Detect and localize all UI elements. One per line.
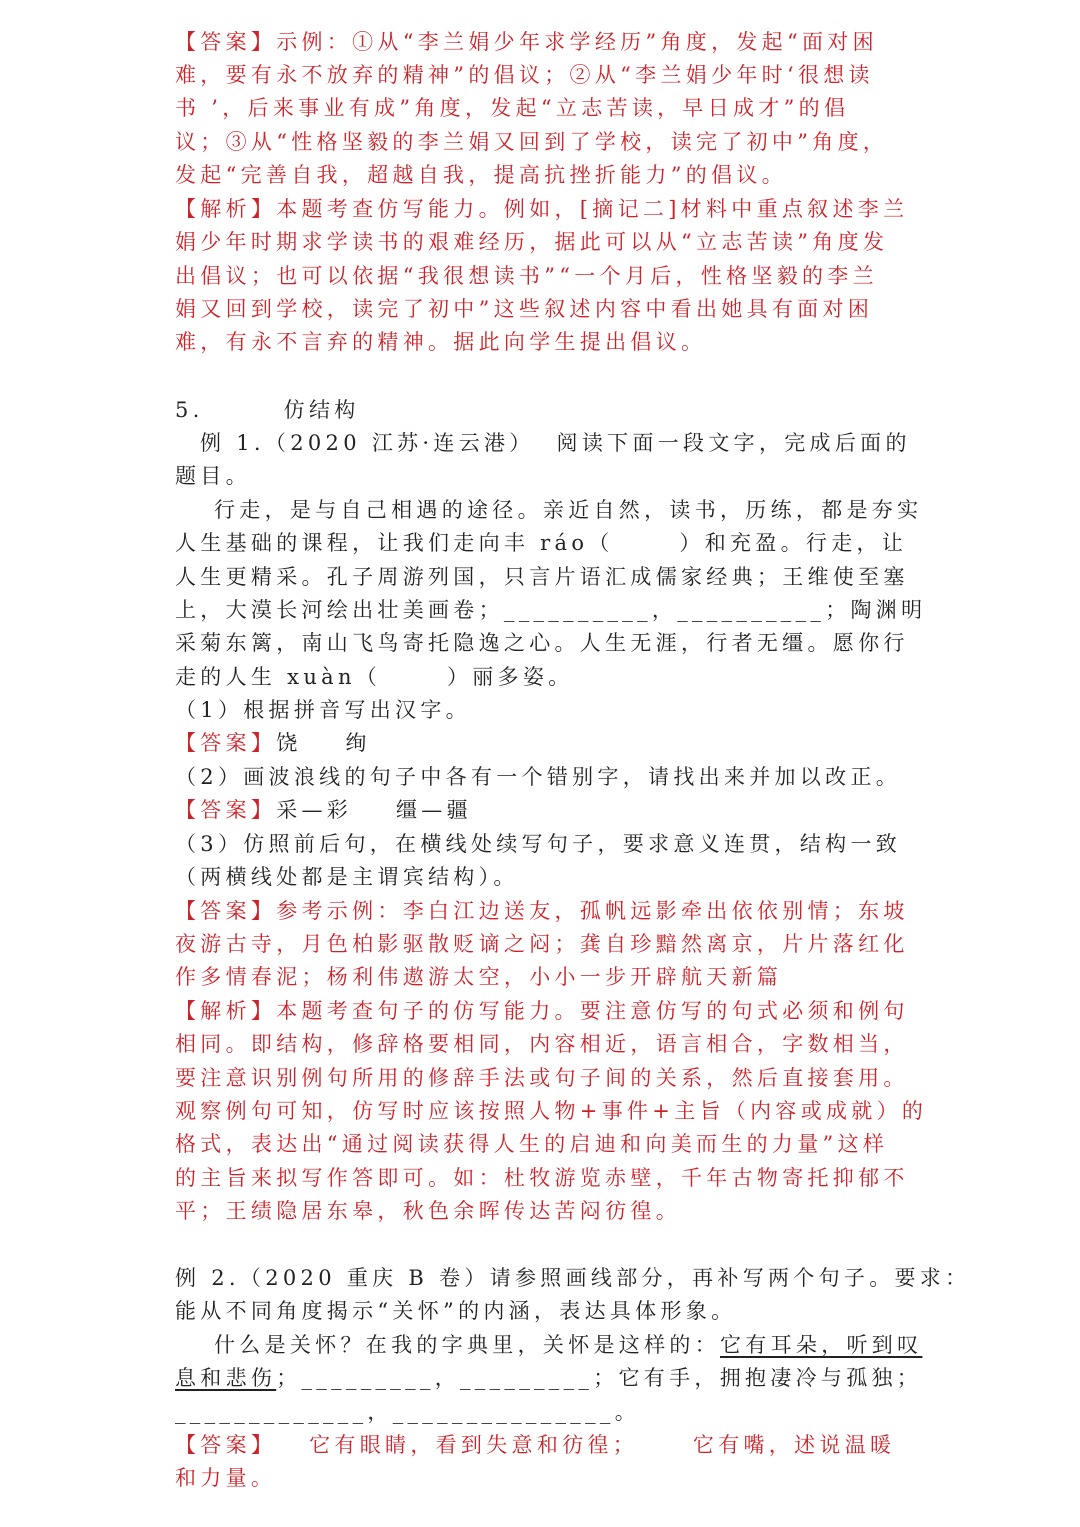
answer-2: 【答案】采—彩 缰—疆 <box>175 798 472 822</box>
answer-3: 夜游古寺，月色柏影驱散贬谪之闷；龚自珍黯然离京，片片落红化 <box>175 932 909 956</box>
analysis-line: 的主旨来拟写作答即可。如：杜牧游览赤壁，千年古物寄托抑郁不 <box>175 1166 909 1190</box>
passage-line: 走的人生 xuàn（ ）丽多姿。 <box>175 665 574 689</box>
underlined-phrase: 它有耳朵，听到叹 <box>720 1333 923 1357</box>
answer-line: 书 ’，后来事业有成”角度，发起“立志苦读，早日成才”的倡 <box>175 96 850 120</box>
answer-line: 难，要有永不放弃的精神”的倡议；②从“李兰娟少年时‘很想读 <box>175 63 874 87</box>
section-number: 5. <box>175 398 204 422</box>
passage-line: 什么是关怀？在我的字典里，关怀是这样的：它有耳朵，听到叹 <box>214 1333 923 1357</box>
passage-line: 行走，是与自己相遇的途径。亲近自然，读书，历练，都是夯实 <box>214 498 923 522</box>
analysis-line: 观察例句可知，仿写时应该按照人物+事件+主旨（内容或成就）的 <box>175 1099 928 1123</box>
example-2-title: 例 2.（2020 重庆 B 卷）请参照画线部分，再补写两个句子。要求： <box>175 1266 971 1290</box>
example-2-title: 能从不同角度揭示“关怀”的内涵，表达具体形象。 <box>175 1299 737 1323</box>
analysis-line: 相同。即结构，修辞格要相同，内容相近，语言相合，字数相当， <box>175 1032 909 1056</box>
question-3: （3）仿照前后句，在横线处续写句子，要求意义连贯，结构一致 <box>175 832 902 856</box>
answer-3: 作多情春泥；杨利伟遨游太空，小小一步开辟航天新篇 <box>175 965 783 989</box>
section-heading <box>175 396 360 424</box>
passage-line: 上，大漠长河绘出壮美画卷；__________，__________；陶渊明 <box>175 598 927 622</box>
passage-line: 人生基础的课程，让我们走向丰 ráo（ ）和充盈。行走，让 <box>175 531 908 555</box>
question-2: （2）画波浪线的句子中各有一个错别字，请找出来并加以改正。 <box>175 765 902 789</box>
analysis-line: 【解析】本题考查仿写能力。例如，[摘记二]材料中重点叙述李兰 <box>175 197 909 221</box>
passage-line: _____________，_______________。 <box>175 1400 640 1424</box>
passage-line: 采菊东篱，南山飞鸟寄托隐逸之心。人生无涯，行者无缰。愿你行 <box>175 631 909 655</box>
analysis-line: 【解析】本题考查句子的仿写能力。要注意仿写的句式必须和例句 <box>175 999 909 1023</box>
answer-line: 议；③从“性格坚毅的李兰娟又回到了学校，读完了初中”角度， <box>175 130 889 154</box>
analysis-line: 娟又回到学校，读完了初中”这些叙述内容中看出她具有面对困 <box>175 297 874 321</box>
example-1-title: 例 1.（2020 江苏·连云港） 阅读下面一段文字，完成后面的 <box>200 431 911 455</box>
analysis-tag: 【解析】 <box>175 197 277 221</box>
answer-line: 【答案】示例：①从“李兰娟少年求学经历”角度，发起“面对困 <box>175 30 878 54</box>
question-1: （1）根据拼音写出汉字。 <box>175 698 471 722</box>
analysis-line: 出倡议；也可以依据“我很想读书”“一个月后，性格坚毅的李兰 <box>175 264 878 288</box>
analysis-line: 格式，表达出“通过阅读获得人生的启迪和向美而生的力量”这样 <box>175 1132 889 1156</box>
answer-3: 【答案】参考示例：李白江边送友，孤帆远影牵出依依别情；东坡 <box>175 899 909 923</box>
answer-1: 【答案】饶 绚 <box>175 731 371 755</box>
answer-line: 【答案】 它有眼睛，看到失意和彷徨； 它有嘴，述说温暖 <box>175 1433 896 1457</box>
answer-line: 发起“完善自我，超越自我，提高抗挫折能力”的倡议。 <box>175 163 787 187</box>
section-title: 仿结构 <box>283 398 360 422</box>
answer-tag: 【答案】 <box>175 30 277 54</box>
underlined-phrase: 息和悲伤 <box>175 1366 277 1390</box>
passage-line: 息和悲伤；_________，_________；它有手，拥抱凄冷与孤独； <box>175 1366 923 1390</box>
passage-line: 人生更精采。孔子周游列国，只言片语汇成儒家经典；王维使至塞 <box>175 565 909 589</box>
answer-line: 和力量。 <box>175 1466 277 1490</box>
example-1-title: 题目。 <box>175 464 251 488</box>
question-3: （两横线处都是主谓宾结构）。 <box>175 865 519 889</box>
analysis-line: 平；王绩隐居东皋，秋色余晖传达苦闷彷徨。 <box>175 1199 681 1223</box>
analysis-line: 难，有永不言弃的精神。据此向学生提出倡议。 <box>175 330 707 354</box>
analysis-line: 娟少年时期求学读书的艰难经历，据此可以从“立志苦读”角度发 <box>175 230 889 254</box>
analysis-line: 要注意识别例句所用的修辞手法或句子间的关系，然后直接套用。 <box>175 1066 909 1090</box>
